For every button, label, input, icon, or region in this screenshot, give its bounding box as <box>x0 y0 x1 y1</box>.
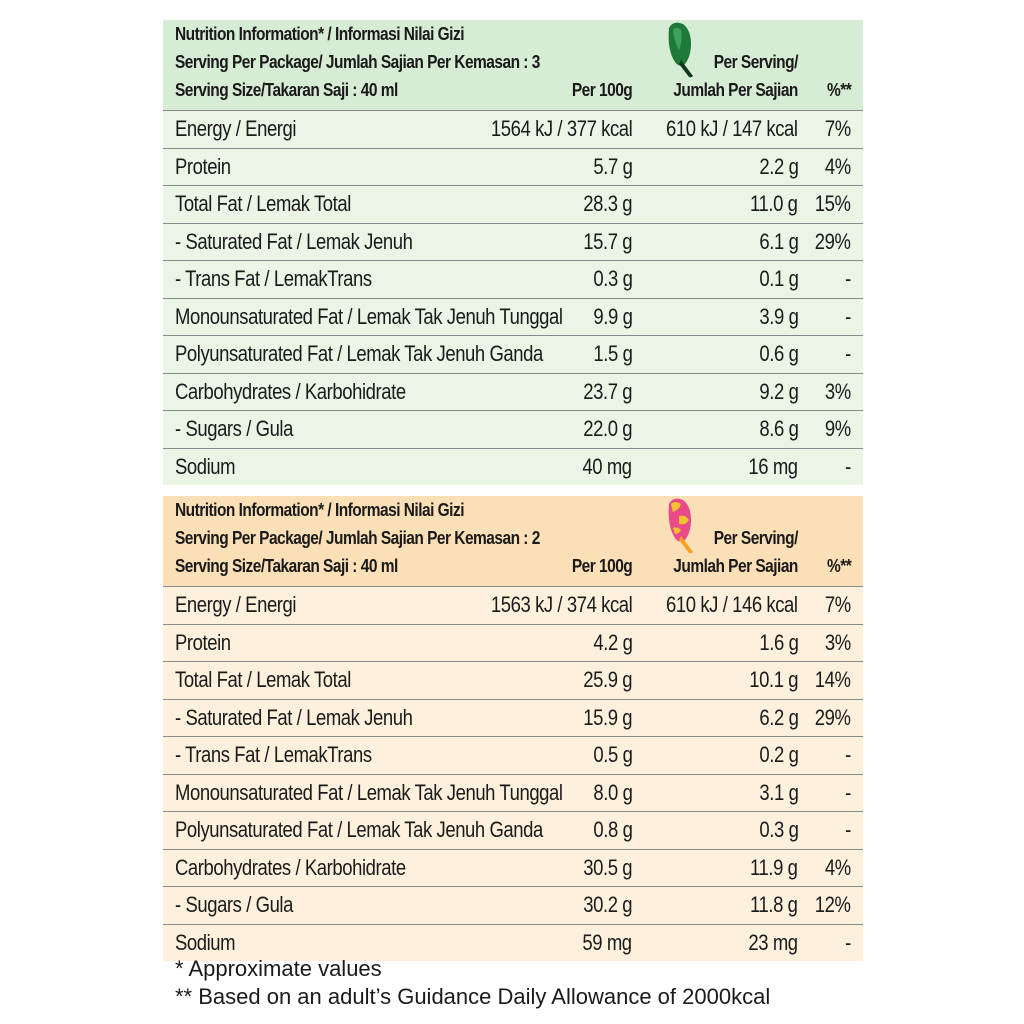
value-percent: - <box>845 742 851 767</box>
column-header-per100g: Per 100g <box>571 80 632 100</box>
value-percent: 4% <box>825 153 851 179</box>
value-per-serving: 610 kJ / 147 kcal <box>666 116 798 141</box>
table-row <box>163 110 863 148</box>
value-percent: 4% <box>825 854 851 880</box>
value-percent: - <box>845 779 851 805</box>
value-percent: 15% <box>815 191 851 216</box>
value-per-serving: 16 mg <box>748 453 798 479</box>
value-per100g: 15.7 g <box>583 228 632 254</box>
nutrient-rows <box>163 586 863 961</box>
nutrient-name: Protein <box>175 629 231 655</box>
column-header-per100g: Per 100g <box>571 556 632 576</box>
table-row <box>163 223 863 261</box>
value-per100g: 40 mg <box>582 453 632 479</box>
table-row <box>163 335 863 373</box>
value-per100g: 30.5 g <box>583 854 632 880</box>
table-row <box>163 298 863 336</box>
header-serving-size: Serving Size/Takaran Saji : 40 ml <box>175 556 398 576</box>
table-row <box>163 774 863 812</box>
nutrient-name: - Trans Fat / LemakTrans <box>175 266 372 291</box>
table-row <box>163 661 863 699</box>
value-per-serving: 0.2 g <box>758 742 798 767</box>
value-per100g: 28.3 g <box>583 191 632 216</box>
value-per100g: 8.0 g <box>592 779 632 805</box>
nutrition-panel-1 <box>163 20 863 485</box>
value-percent: 7% <box>825 592 851 617</box>
table-row <box>163 185 863 223</box>
value-per-serving: 6.1 g <box>758 228 798 254</box>
value-per100g: 22.0 g <box>583 416 632 441</box>
value-per-serving: 6.2 g <box>758 704 798 730</box>
green-popsicle-icon <box>661 20 705 80</box>
nutrient-name: Monounsaturated Fat / Lemak Tak Jenuh Tunggal <box>175 779 563 805</box>
nutrient-name: Carbohydrates / Karbohidrate <box>175 854 406 880</box>
value-per100g: 1564 kJ / 377 kcal <box>490 116 632 141</box>
column-header-percent: %** <box>826 80 851 100</box>
table-row <box>163 410 863 448</box>
value-per-serving: 23 mg <box>748 929 798 955</box>
value-per100g: 30.2 g <box>583 892 632 917</box>
value-per100g: 59 mg <box>582 929 632 955</box>
value-per100g: 1.5 g <box>592 341 632 366</box>
value-per-serving: 0.3 g <box>758 817 798 842</box>
value-per100g: 25.9 g <box>583 667 632 692</box>
value-per-serving: 3.1 g <box>758 779 798 805</box>
value-per100g: 23.7 g <box>583 378 632 404</box>
value-percent: 29% <box>815 704 851 730</box>
table-row <box>163 260 863 298</box>
value-per-serving: 0.6 g <box>758 341 798 366</box>
nutrient-name: Energy / Energi <box>175 592 297 617</box>
value-per-serving: 610 kJ / 146 kcal <box>666 592 798 617</box>
nutrient-name: Energy / Energi <box>175 116 297 141</box>
footnotes <box>175 955 770 1011</box>
nutrient-name: - Sugars / Gula <box>175 892 293 917</box>
nutrition-panel-2 <box>163 496 863 961</box>
nutrient-name: Total Fat / Lemak Total <box>175 667 351 692</box>
table-row <box>163 849 863 887</box>
header-servings-per-package: Serving Per Package/ Jumlah Sajian Per Kemasan : 3 <box>175 52 540 72</box>
value-per-serving: 11.8 g <box>750 892 798 917</box>
value-per100g: 5.7 g <box>592 153 632 179</box>
value-per100g: 15.9 g <box>583 704 632 730</box>
table-row <box>163 586 863 624</box>
table-row <box>163 736 863 774</box>
value-percent: - <box>845 266 851 291</box>
header-serving-size: Serving Size/Takaran Saji : 40 ml <box>175 80 398 100</box>
value-percent: 7% <box>825 116 851 141</box>
value-per100g: 0.3 g <box>592 266 632 291</box>
value-per-serving: 9.2 g <box>758 378 798 404</box>
value-percent: - <box>845 453 851 479</box>
panel-header <box>163 496 863 586</box>
nutrient-name: Monounsaturated Fat / Lemak Tak Jenuh Tunggal <box>175 303 563 329</box>
table-row <box>163 148 863 186</box>
value-per-serving: 11.9 g <box>750 854 798 880</box>
column-header-per-serving: Per Serving/ <box>713 528 798 548</box>
table-row <box>163 811 863 849</box>
nutrient-name: Sodium <box>175 453 236 479</box>
nutrient-name: Carbohydrates / Karbohidrate <box>175 378 406 404</box>
column-header-per-serving: Per Serving/ <box>713 52 798 72</box>
value-percent: - <box>845 817 851 842</box>
nutrient-name: Polyunsaturated Fat / Lemak Tak Jenuh Ganda <box>175 817 543 842</box>
nutrient-name: Polyunsaturated Fat / Lemak Tak Jenuh Ganda <box>175 341 543 366</box>
column-header-per-serving-id: Jumlah Per Sajian <box>673 556 798 576</box>
footnote-gda: ** Based on an adult’s Guidance Daily Allowance of 2000kcal <box>175 984 771 1009</box>
value-per100g: 1563 kJ / 374 kcal <box>490 592 632 617</box>
panel-header <box>163 20 863 110</box>
nutrient-name: - Trans Fat / LemakTrans <box>175 742 372 767</box>
header-title: Nutrition Information* / Informasi Nilai Gizi <box>175 24 464 44</box>
value-percent: - <box>845 341 851 366</box>
column-header-per-serving-id: Jumlah Per Sajian <box>673 80 798 100</box>
value-per100g: 0.8 g <box>592 817 632 842</box>
footnote-approximate: * Approximate values <box>175 956 382 981</box>
value-per100g: 9.9 g <box>592 303 632 329</box>
value-percent: 29% <box>815 228 851 254</box>
nutrient-rows <box>163 110 863 485</box>
value-per-serving: 3.9 g <box>758 303 798 329</box>
value-percent: - <box>845 303 851 329</box>
value-per-serving: 11.0 g <box>750 191 798 216</box>
value-per100g: 0.5 g <box>592 742 632 767</box>
table-row <box>163 699 863 737</box>
table-row <box>163 373 863 411</box>
value-percent: 9% <box>825 416 851 441</box>
nutrient-name: - Saturated Fat / Lemak Jenuh <box>175 228 413 254</box>
table-row <box>163 448 863 486</box>
nutrient-name: Protein <box>175 153 231 179</box>
header-servings-per-package: Serving Per Package/ Jumlah Sajian Per Kemasan : 2 <box>175 528 540 548</box>
value-per-serving: 1.6 g <box>758 629 798 655</box>
value-percent: - <box>845 929 851 955</box>
value-per-serving: 2.2 g <box>758 153 798 179</box>
value-percent: 3% <box>825 378 851 404</box>
value-per-serving: 0.1 g <box>758 266 798 291</box>
table-row <box>163 886 863 924</box>
table-row <box>163 624 863 662</box>
value-percent: 14% <box>815 667 851 692</box>
value-percent: 12% <box>815 892 851 917</box>
nutrient-name: Total Fat / Lemak Total <box>175 191 351 216</box>
nutrient-name: - Sugars / Gula <box>175 416 293 441</box>
value-per-serving: 8.6 g <box>758 416 798 441</box>
value-percent: 3% <box>825 629 851 655</box>
column-header-percent: %** <box>826 556 851 576</box>
nutrient-name: - Saturated Fat / Lemak Jenuh <box>175 704 413 730</box>
nutrient-name: Sodium <box>175 929 236 955</box>
pink-yellow-popsicle-icon <box>661 496 705 556</box>
value-per-serving: 10.1 g <box>749 667 798 692</box>
header-title: Nutrition Information* / Informasi Nilai Gizi <box>175 500 464 520</box>
value-per100g: 4.2 g <box>592 629 632 655</box>
